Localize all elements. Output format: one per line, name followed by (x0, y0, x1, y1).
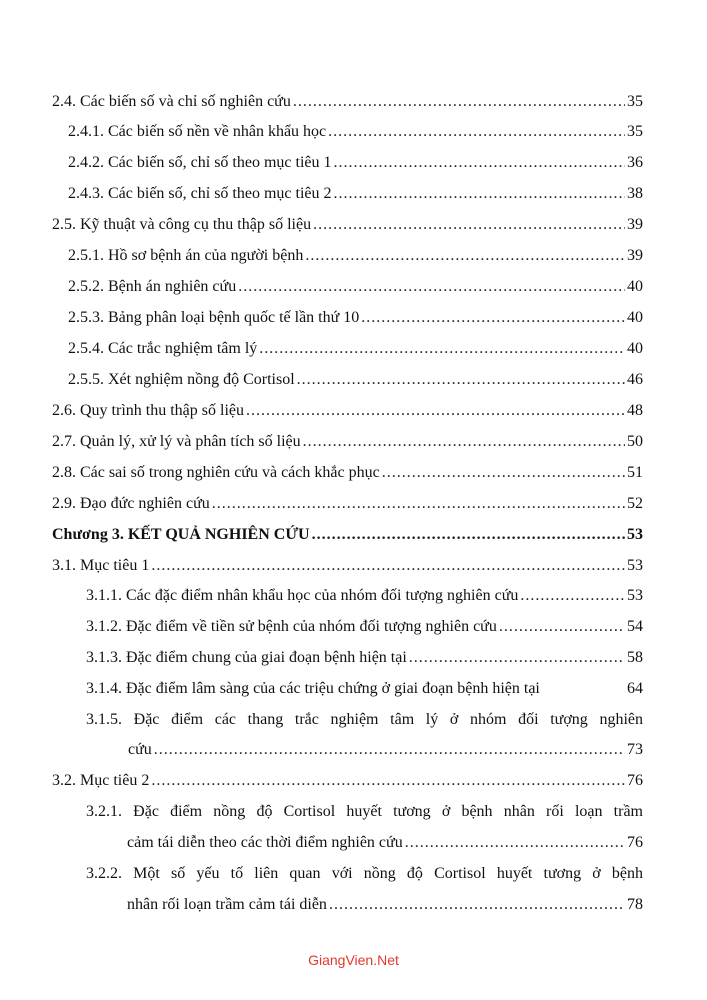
dot-leader (382, 463, 625, 483)
toc-page-number: 40 (627, 309, 643, 326)
toc-page-number: 39 (627, 247, 643, 264)
dot-leader (334, 153, 625, 173)
toc-page-number: 76 (627, 772, 643, 789)
toc-page-number: 58 (627, 649, 643, 666)
toc-row (52, 771, 643, 791)
toc-page-number: 76 (627, 834, 643, 851)
toc-row (68, 308, 643, 328)
toc-entry-label: 2.8. Các sai số trong nghiên cứu và cách khắc phục (52, 464, 380, 481)
toc-row (128, 740, 643, 760)
toc-entry-label: 3.1.5. Đặc điểm các thang trắc nghiệm tâm lý ở nhóm đối tượng nghiên (86, 711, 643, 728)
toc-row (68, 339, 643, 359)
toc-entry-label: 2.4.1. Các biến số nền về nhân khẩu học (68, 123, 327, 140)
toc-entry-label: 2.5.5. Xét nghiệm nồng độ Cortisol (68, 371, 295, 388)
toc-row (68, 370, 643, 390)
toc-entry-label: 2.5.3. Bảng phân loại bệnh quốc tế lần thứ 10 (68, 309, 360, 326)
toc-row (68, 184, 643, 204)
toc-entry-label: 3.1. Mục tiêu 1 (52, 557, 150, 574)
toc-row (68, 277, 643, 297)
dot-leader (154, 740, 625, 760)
toc-entry-label: 2.5. Kỹ thuật và công cụ thu thập số liệu (52, 216, 312, 233)
toc-entry-label: 3.1.2. Đặc điểm về tiền sử bệnh của nhóm đối tượng nghiên cứu (86, 618, 497, 635)
toc-entry-label: 3.1.3. Đặc điểm chung của giai đoạn bệnh hiện tại (86, 649, 407, 666)
toc-entry-label: cứu (128, 741, 152, 758)
toc-row (52, 92, 643, 112)
toc-page-number: 73 (627, 741, 643, 758)
toc-page-number: 52 (627, 495, 643, 512)
toc-entry-label: nhân rối loạn trầm cảm tái diễn (127, 896, 327, 913)
toc-entry-label: 2.5.4. Các trắc nghiệm tâm lý (68, 340, 258, 357)
toc-entry-label: 2.5.2. Bệnh án nghiên cứu (68, 278, 237, 295)
dot-leader (303, 432, 625, 452)
toc-page-number: 40 (627, 278, 643, 295)
dot-leader (334, 184, 625, 204)
toc-entry-label: 3.2.1. Đặc điểm nồng độ Cortisol huyết tương ở bệnh nhân rối loạn trầm (86, 803, 643, 820)
toc-entry-label: 2.5.1. Hồ sơ bệnh án của người bệnh (68, 247, 304, 264)
toc-entry-label: 3.1.1. Các đặc điểm nhân khẩu học của nhóm đối tượng nghiên cứu (86, 587, 519, 604)
toc-page-number: 36 (627, 154, 643, 171)
dot-leader (212, 494, 625, 514)
toc-page-number: 48 (627, 402, 643, 419)
dot-leader (499, 617, 625, 637)
dot-leader (151, 771, 625, 791)
dot-leader (312, 525, 625, 545)
toc-row (52, 556, 643, 576)
toc-page-number: 35 (627, 93, 643, 110)
toc-row (52, 432, 643, 452)
toc-entry-label: 2.4. Các biến số và chỉ số nghiên cứu (52, 93, 291, 110)
toc-chapter-row (52, 525, 643, 545)
dot-leader (293, 92, 625, 112)
dot-leader (305, 246, 625, 266)
toc-row (86, 648, 643, 668)
toc-page-number: 38 (627, 185, 643, 202)
toc-page-number: 35 (627, 123, 643, 140)
toc-row (52, 494, 643, 514)
dot-leader (313, 215, 625, 235)
toc-entry-label: 2.6. Quy trình thu thập số liệu (52, 402, 244, 419)
toc-page-number: 50 (627, 433, 643, 450)
toc-page-number: 64 (627, 680, 643, 697)
toc-row (68, 153, 643, 173)
dot-leader (297, 370, 625, 390)
toc-row (68, 122, 643, 142)
toc-entry-label: 2.9. Đạo đức nghiên cứu (52, 495, 210, 512)
toc-page-number: 54 (627, 618, 643, 635)
watermark: GiangVien.Net (308, 952, 399, 968)
toc-row (127, 833, 643, 853)
toc-page-number: 46 (627, 371, 643, 388)
toc-row (127, 895, 643, 915)
dot-leader (520, 586, 625, 606)
toc-row (86, 710, 643, 730)
toc-entry-label: cảm tái diễn theo các thời điểm nghiên cứu (127, 834, 403, 851)
toc-row (52, 401, 643, 421)
toc-page-number: 53 (627, 587, 643, 604)
toc-row (52, 463, 643, 483)
toc-row (68, 246, 643, 266)
toc-entry-label: 3.2.2. Một số yếu tố liên quan với nồng độ Cortisol huyết tương ở bệnh (86, 865, 643, 882)
toc-page-number: 51 (627, 464, 643, 481)
toc-page-number: 39 (627, 216, 643, 233)
toc-row (86, 864, 643, 884)
toc-row (52, 215, 643, 235)
toc-entry-label: 2.4.3. Các biến số, chỉ số theo mục tiêu 2 (68, 185, 332, 202)
dot-leader (238, 277, 625, 297)
dot-leader (405, 833, 625, 853)
toc-page-number: 78 (627, 896, 643, 913)
toc-entry-label: Chương 3. KẾT QUẢ NGHIÊN CỨU (52, 526, 310, 543)
toc-row (86, 802, 643, 822)
toc-entry-label: 3.1.4. Đặc điểm lâm sàng của các triệu chứng ở giai đoạn bệnh hiện tại (86, 680, 540, 697)
toc-page-number: 40 (627, 340, 643, 357)
toc-entry-label: 2.7. Quản lý, xử lý và phân tích số liệu (52, 433, 301, 450)
toc-entry-label: 3.2. Mục tiêu 2 (52, 772, 150, 789)
toc-row (86, 617, 643, 637)
dot-leader (328, 122, 625, 142)
dot-leader (361, 308, 625, 328)
toc-entry-label: 2.4.2. Các biến số, chỉ số theo mục tiêu 1 (68, 154, 332, 171)
toc-page-number: 53 (627, 526, 643, 543)
dot-leader (151, 556, 625, 576)
dot-leader (329, 895, 625, 915)
toc-row (86, 679, 643, 699)
toc-row (86, 586, 643, 606)
dot-leader (246, 401, 625, 421)
dot-leader (259, 339, 625, 359)
dot-leader (409, 648, 625, 668)
toc-page-number: 53 (627, 557, 643, 574)
